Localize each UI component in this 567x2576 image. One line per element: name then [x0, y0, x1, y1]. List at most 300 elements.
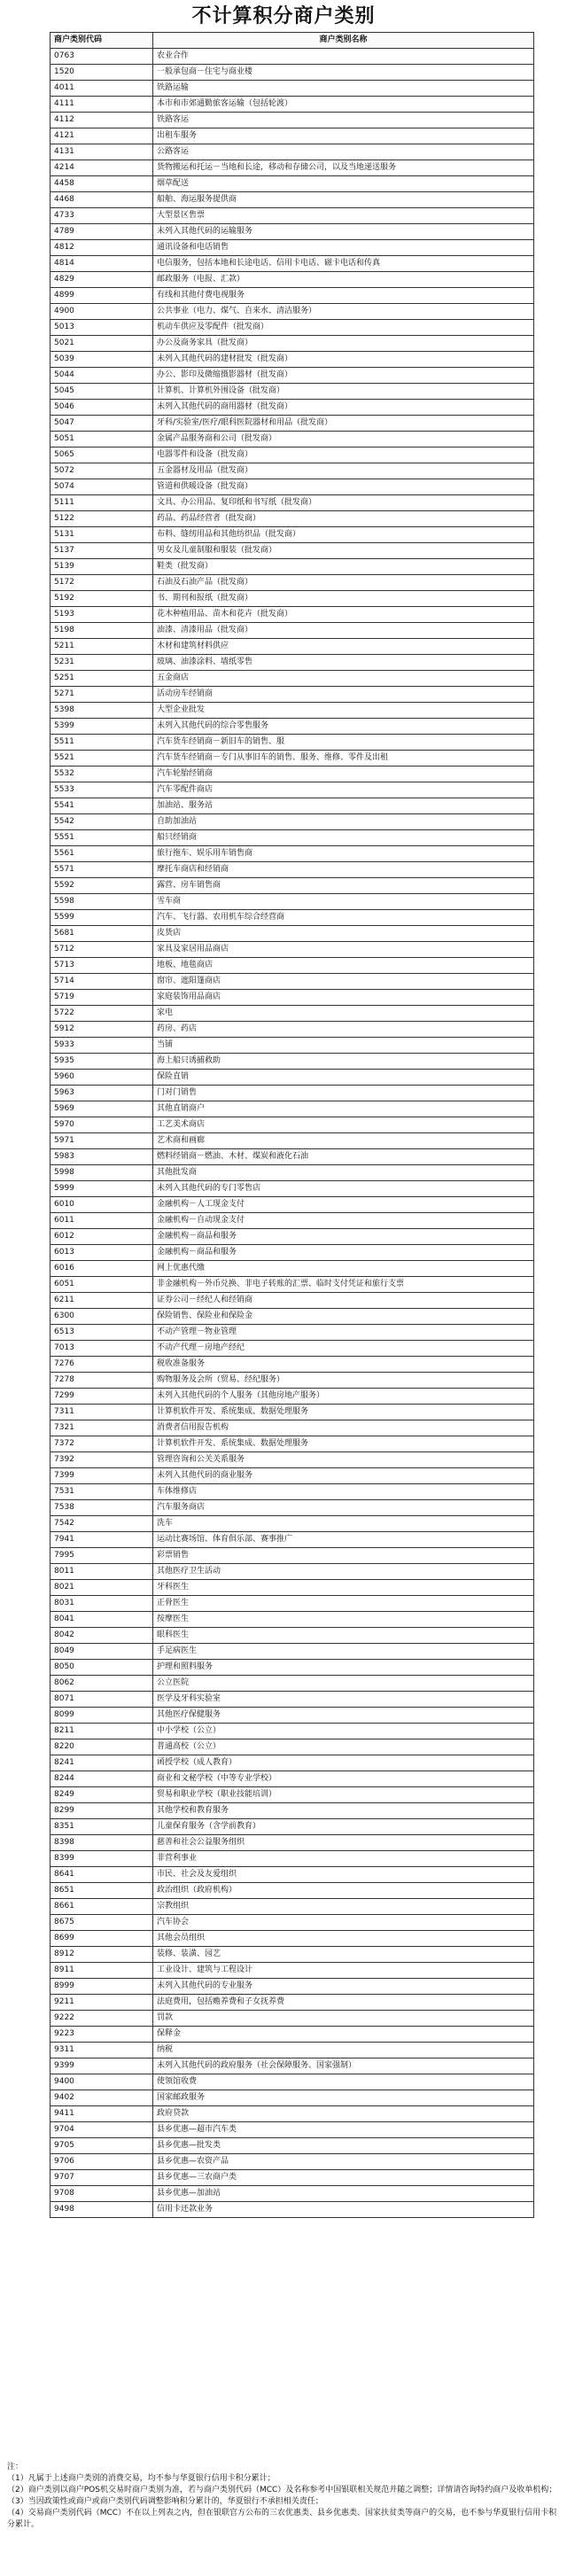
- merchant-code-cell: 7995: [50, 1548, 153, 1564]
- table-row: [50, 559, 534, 575]
- merchant-name-cell: 装修、装潢、园艺: [153, 1947, 534, 1963]
- merchant-code-cell: 7276: [50, 1357, 153, 1373]
- table-row: [50, 1899, 534, 1915]
- merchant-code-cell: 5172: [50, 575, 153, 591]
- table-row: [50, 527, 534, 543]
- merchant-code-cell: 5912: [50, 1022, 153, 1038]
- merchant-code-cell: 4733: [50, 208, 153, 224]
- merchant-name-cell: 海上船只诱捕救助: [153, 1054, 534, 1070]
- table-row: [50, 1835, 534, 1851]
- merchant-code-cell: 8244: [50, 1771, 153, 1787]
- table-row: [50, 543, 534, 559]
- merchant-name-cell: 办公及商务家具（批发商）: [153, 336, 534, 352]
- merchant-name-cell: 汽车零配件商店: [153, 782, 534, 798]
- table-row: [50, 703, 534, 719]
- note-line: （4）交易商户类别代码（MCC）不在以上列表之内，但在银联官方公布的三农优惠类、县乡优惠类、国家扶贫类等商户的交易，也不参与华夏银行信用卡积分累计。: [7, 2509, 557, 2529]
- table-row: [50, 1006, 534, 1022]
- table-row: [50, 1787, 534, 1803]
- merchant-name-cell: 罚款: [153, 2011, 534, 2027]
- merchant-name-cell: 信用卡还款业务: [153, 2202, 534, 2218]
- merchant-name-cell: 不动产代理－房地产经纪: [153, 1341, 534, 1357]
- merchant-name-cell: 鞋类（批发商）: [153, 559, 534, 575]
- merchant-name-cell: 县乡优惠—三农商户类: [153, 2170, 534, 2186]
- merchant-code-cell: 5231: [50, 655, 153, 671]
- merchant-name-cell: 汽车服务商店: [153, 1500, 534, 1516]
- table-row: [50, 1676, 534, 1692]
- merchant-name-cell: 法庭费用，包括赡养费和子女抚养费: [153, 1995, 534, 2011]
- table-row: [50, 1771, 534, 1787]
- table-row: [50, 2027, 534, 2043]
- merchant-code-cell: 5045: [50, 384, 153, 400]
- table-row: [50, 224, 534, 240]
- table-row: [50, 1851, 534, 1867]
- table-row: [50, 1086, 534, 1101]
- table-row: [50, 1197, 534, 1213]
- merchant-code-cell: 5599: [50, 910, 153, 926]
- merchant-name-cell: 购物服务及会所（贸易、经纪服务）: [153, 1373, 534, 1389]
- merchant-code-cell: 8398: [50, 1835, 153, 1851]
- merchant-code-cell: 9705: [50, 2138, 153, 2154]
- merchant-code-cell: 8011: [50, 1564, 153, 1580]
- merchant-code-cell: 5963: [50, 1086, 153, 1101]
- merchant-name-cell: 网上优惠代缴: [153, 1261, 534, 1277]
- table-row: [50, 1612, 534, 1628]
- table-row: [50, 1373, 534, 1389]
- table-row: [50, 1420, 534, 1436]
- merchant-name-cell: 邮政服务（电报、汇款）: [153, 272, 534, 288]
- merchant-code-cell: 4789: [50, 224, 153, 240]
- merchant-name-cell: 地板、地毯商店: [153, 958, 534, 974]
- table-row: [50, 1245, 534, 1261]
- merchant-name-cell: 窗帘、遮阳篷商店: [153, 974, 534, 990]
- merchant-code-cell: 8651: [50, 1883, 153, 1899]
- merchant-name-cell: 五金商店: [153, 671, 534, 687]
- table-row: [50, 1596, 534, 1612]
- table-row: [50, 974, 534, 990]
- merchant-name-cell: 有线和其他付费电视服务: [153, 288, 534, 304]
- merchant-code-cell: 8050: [50, 1660, 153, 1676]
- table-row: [50, 65, 534, 81]
- merchant-name-cell: 当铺: [153, 1038, 534, 1054]
- page-title: 不计算积分商户类别: [191, 5, 376, 27]
- merchant-code-cell: 5021: [50, 336, 153, 352]
- merchant-code-cell: 5072: [50, 463, 153, 479]
- merchant-code-cell: 5542: [50, 814, 153, 830]
- merchant-name-cell: 牙科/实验室/医疗/眼科医院器材和用品（批发商）: [153, 416, 534, 432]
- table-row: [50, 192, 534, 208]
- merchant-code-cell: 8049: [50, 1644, 153, 1660]
- merchant-name-cell: 大型景区售票: [153, 208, 534, 224]
- merchant-name-cell: 加油站、服务站: [153, 798, 534, 814]
- merchant-code-cell: 5532: [50, 767, 153, 782]
- merchant-name-cell: 儿童保育服务（含学前教育）: [153, 1819, 534, 1835]
- merchant-name-cell: 宗教组织: [153, 1899, 534, 1915]
- table-row: [50, 495, 534, 511]
- merchant-code-cell: 4458: [50, 176, 153, 192]
- merchant-name-cell: 医学及牙科实验室: [153, 1692, 534, 1708]
- merchant-name-cell: 慈善和社会公益服务组织: [153, 1835, 534, 1851]
- merchant-name-cell: 金属产品服务商和公司（批发商）: [153, 432, 534, 447]
- merchant-code-cell: 9402: [50, 2090, 153, 2106]
- merchant-code-cell: 5983: [50, 1149, 153, 1165]
- merchant-name-cell: 机动车供应及零配件（批发商）: [153, 320, 534, 336]
- table-row: [50, 719, 534, 735]
- table-row: [50, 990, 534, 1006]
- table-row: [50, 2138, 534, 2154]
- table-row: [50, 352, 534, 368]
- table-row: [50, 591, 534, 607]
- merchant-code-cell: 9223: [50, 2027, 153, 2043]
- merchant-name-cell: 普通高校（公立）: [153, 1739, 534, 1755]
- merchant-code-cell: 8042: [50, 1628, 153, 1644]
- table-row: [50, 862, 534, 878]
- table-row: [50, 1564, 534, 1580]
- merchant-name-cell: 通讯设备和电话销售: [153, 240, 534, 256]
- merchant-code-cell: 5971: [50, 1133, 153, 1149]
- merchant-code-cell: 5039: [50, 352, 153, 368]
- merchant-code-cell: 5192: [50, 591, 153, 607]
- merchant-name-cell: 正骨医生: [153, 1596, 534, 1612]
- merchant-name-cell: 燃料经销商－燃油、木材、煤炭和液化石油: [153, 1149, 534, 1165]
- table-row: [50, 639, 534, 655]
- merchant-name-cell: 药品、药品经营者（批发商）: [153, 511, 534, 527]
- mcc-table: [50, 32, 534, 2218]
- merchant-name-cell: 未列入其他代码的商用器材（批发商）: [153, 400, 534, 416]
- merchant-code-cell: 9707: [50, 2170, 153, 2186]
- merchant-name-cell: 消费者信用报告机构: [153, 1420, 534, 1436]
- table-row: [50, 782, 534, 798]
- merchant-name-cell: 汽车协会: [153, 1915, 534, 1931]
- merchant-code-cell: 4812: [50, 240, 153, 256]
- merchant-code-cell: 9400: [50, 2074, 153, 2090]
- merchant-name-cell: 国家邮政服务: [153, 2090, 534, 2106]
- merchant-code-cell: 5198: [50, 623, 153, 639]
- merchant-code-cell: 5551: [50, 830, 153, 846]
- merchant-code-cell: 8912: [50, 1947, 153, 1963]
- merchant-code-cell: 5398: [50, 703, 153, 719]
- table-row: [50, 830, 534, 846]
- merchant-code-cell: 9708: [50, 2186, 153, 2202]
- merchant-name-cell: 证券公司－经纪人和经销商: [153, 1293, 534, 1309]
- table-row: [50, 1149, 534, 1165]
- merchant-name-cell: 花木种植用品、苗木和花卉（批发商）: [153, 607, 534, 623]
- merchant-code-cell: 4900: [50, 304, 153, 320]
- note-line: （2）商户类别以商户POS机交易时商户类别为准，若与商户类别代码（MCC）及名称参考中国银联相关规范并随之调整；详情请咨询特约商户及收单机构；: [7, 2486, 557, 2494]
- merchant-code-cell: 7542: [50, 1516, 153, 1532]
- merchant-code-cell: 7299: [50, 1389, 153, 1405]
- merchant-name-cell: 未列入其他代码的商业服务: [153, 1468, 534, 1484]
- merchant-code-cell: 8351: [50, 1819, 153, 1835]
- merchant-code-cell: 9706: [50, 2154, 153, 2170]
- merchant-name-cell: 未列入其他代码的政府服务（社会保障服务、国家强制）: [153, 2058, 534, 2074]
- merchant-code-cell: 8299: [50, 1803, 153, 1819]
- merchant-code-cell: 5193: [50, 607, 153, 623]
- merchant-name-cell: 贸易和职业学校（职业技能培训）: [153, 1787, 534, 1803]
- table-row: [50, 1692, 534, 1708]
- merchant-code-cell: 5722: [50, 1006, 153, 1022]
- merchant-code-cell: 5047: [50, 416, 153, 432]
- merchant-name-cell: 文具、办公用品、复印纸和书写纸（批发商）: [153, 495, 534, 511]
- merchant-code-cell: 9399: [50, 2058, 153, 2074]
- merchant-name-cell: 摩托车商店和经销商: [153, 862, 534, 878]
- merchant-code-cell: 5044: [50, 368, 153, 384]
- merchant-name-cell: 未列入其他代码的个人服务（其他房地产服务）: [153, 1389, 534, 1405]
- merchant-name-cell: 函授学校（成人教育）: [153, 1755, 534, 1771]
- merchant-name-cell: 办公、影印及微缩摄影器材（批发商）: [153, 368, 534, 384]
- merchant-name-cell: 工艺美术商店: [153, 1117, 534, 1133]
- merchant-name-cell: 管道和供暖设备（批发商）: [153, 479, 534, 495]
- merchant-code-cell: 7311: [50, 1405, 153, 1420]
- merchant-name-cell: 护理和照料服务: [153, 1660, 534, 1676]
- merchant-name-cell: 计算机软件开发、系统集成、数据处理服务: [153, 1436, 534, 1452]
- merchant-name-cell: 按摩医生: [153, 1612, 534, 1628]
- merchant-name-cell: 彩票销售: [153, 1548, 534, 1564]
- merchant-name-cell: 五金器材及用品（批发商）: [153, 463, 534, 479]
- merchant-name-cell: 药房、药店: [153, 1022, 534, 1038]
- merchant-name-cell: 车体维修店: [153, 1484, 534, 1500]
- table-row: [50, 878, 534, 894]
- table-row: [50, 1341, 534, 1357]
- table-row: [50, 176, 534, 192]
- table-row: [50, 575, 534, 591]
- merchant-code-cell: 7399: [50, 1468, 153, 1484]
- merchant-code-cell: 8062: [50, 1676, 153, 1692]
- merchant-code-cell: 8099: [50, 1708, 153, 1724]
- merchant-code-cell: 8041: [50, 1612, 153, 1628]
- table-row: [50, 1915, 534, 1931]
- table-row: [50, 2090, 534, 2106]
- table-row: [50, 400, 534, 416]
- merchant-code-cell: 5122: [50, 511, 153, 527]
- merchant-code-cell: 5998: [50, 1165, 153, 1181]
- table-row: [50, 735, 534, 751]
- table-row: [50, 1947, 534, 1963]
- table-row: [50, 814, 534, 830]
- table-row: [50, 798, 534, 814]
- table-row: [50, 2170, 534, 2186]
- merchant-name-cell: 未列入其他代码的建材批发（批发商）: [153, 352, 534, 368]
- merchant-code-cell: 5970: [50, 1117, 153, 1133]
- merchant-code-cell: 5999: [50, 1181, 153, 1197]
- table-row: [50, 894, 534, 910]
- merchant-code-cell: 5046: [50, 400, 153, 416]
- merchant-code-cell: 5935: [50, 1054, 153, 1070]
- merchant-name-cell: 其他学校和教育服务: [153, 1803, 534, 1819]
- merchant-name-cell: 计算机、计算机外围设备（批发商）: [153, 384, 534, 400]
- merchant-name-cell: 公共事业（电力、煤气、自来水、清洁服务）: [153, 304, 534, 320]
- merchant-code-cell: 5969: [50, 1101, 153, 1117]
- table-row: [50, 2186, 534, 2202]
- column-header-code: 商户类别代码: [50, 33, 153, 49]
- merchant-name-cell: 手足病医生: [153, 1644, 534, 1660]
- table-row: [50, 416, 534, 432]
- table-row: [50, 1229, 534, 1245]
- table-row: [50, 1548, 534, 1564]
- table-row: [50, 1070, 534, 1086]
- merchant-name-cell: 牙科医生: [153, 1580, 534, 1596]
- table-row: [50, 1389, 534, 1405]
- merchant-name-cell: 其他直销商户: [153, 1101, 534, 1117]
- merchant-name-cell: 工业设计、建筑与工程设计: [153, 1963, 534, 1979]
- table-row: [50, 1133, 534, 1149]
- merchant-name-cell: 市民、社会及友爱组织: [153, 1867, 534, 1883]
- merchant-code-cell: 7013: [50, 1341, 153, 1357]
- merchant-code-cell: 5933: [50, 1038, 153, 1054]
- merchant-name-cell: 汽车货车经销商－新旧车的销售、服: [153, 735, 534, 751]
- merchant-name-cell: 使领馆收费: [153, 2074, 534, 2090]
- merchant-code-cell: 5561: [50, 846, 153, 862]
- merchant-name-cell: 雪车商: [153, 894, 534, 910]
- merchant-name-cell: 中小学校（公立）: [153, 1724, 534, 1739]
- merchant-code-cell: 8071: [50, 1692, 153, 1708]
- merchant-name-cell: 管理咨询和公关关系服务: [153, 1452, 534, 1468]
- table-row: [50, 1117, 534, 1133]
- merchant-name-cell: 船只经销商: [153, 830, 534, 846]
- merchant-code-cell: 5681: [50, 926, 153, 942]
- table-row: [50, 687, 534, 703]
- merchant-code-cell: 8999: [50, 1979, 153, 1995]
- table-row: [50, 384, 534, 400]
- merchant-name-cell: 家具及家居用品商店: [153, 942, 534, 958]
- merchant-code-cell: 9411: [50, 2106, 153, 2122]
- table-row: [50, 1532, 534, 1548]
- merchant-code-cell: 8220: [50, 1739, 153, 1755]
- table-row: [50, 1213, 534, 1229]
- table-row: [50, 320, 534, 336]
- merchant-name-cell: 木材和建筑材料供应: [153, 639, 534, 655]
- merchant-name-cell: 县乡优惠—超市汽车类: [153, 2122, 534, 2138]
- merchant-code-cell: 9704: [50, 2122, 153, 2138]
- table-row: [50, 1516, 534, 1532]
- merchant-name-cell: 门对门销售: [153, 1086, 534, 1101]
- merchant-name-cell: 自助加油站: [153, 814, 534, 830]
- merchant-code-cell: 5713: [50, 958, 153, 974]
- merchant-name-cell: 县乡优惠—农资产品: [153, 2154, 534, 2170]
- table-row: [50, 767, 534, 782]
- table-row: [50, 1484, 534, 1500]
- merchant-name-cell: 其他医疗卫生活动: [153, 1564, 534, 1580]
- table-row: [50, 942, 534, 958]
- note-line: （3）当因政策性或商户或商户类别代码调整影响积分累计的，华夏银行不承担相关责任；: [7, 2497, 323, 2506]
- table-row: [50, 2043, 534, 2058]
- merchant-name-cell: 非金融机构－外币兑换、非电子转账的汇票、临时支付凭证和旅行支票: [153, 1277, 534, 1293]
- merchant-code-cell: 5541: [50, 798, 153, 814]
- merchant-name-cell: 商业和文秘学校（中等专业学校）: [153, 1771, 534, 1787]
- table-row: [50, 1803, 534, 1819]
- merchant-name-cell: 皮货店: [153, 926, 534, 942]
- merchant-name-cell: 运动比赛场馆、体育俱乐部、赛事推广: [153, 1532, 534, 1548]
- merchant-code-cell: 8699: [50, 1931, 153, 1947]
- merchant-code-cell: 5719: [50, 990, 153, 1006]
- merchant-name-cell: 一般承包商－住宅与商业楼: [153, 65, 534, 81]
- merchant-code-cell: 5714: [50, 974, 153, 990]
- merchant-name-cell: 纳税: [153, 2043, 534, 2058]
- merchant-code-cell: 5051: [50, 432, 153, 447]
- table-row: [50, 1867, 534, 1883]
- table-row: [50, 1436, 534, 1452]
- table-row: [50, 1819, 534, 1835]
- merchant-name-cell: 电器零件和设备（批发商）: [153, 447, 534, 463]
- merchant-code-cell: 6051: [50, 1277, 153, 1293]
- merchant-code-cell: 4829: [50, 272, 153, 288]
- merchant-code-cell: 5571: [50, 862, 153, 878]
- merchant-code-cell: 4112: [50, 113, 153, 128]
- table-row: [50, 2122, 534, 2138]
- merchant-name-cell: 政治组织（政府机构）: [153, 1883, 534, 1899]
- merchant-code-cell: 9311: [50, 2043, 153, 2058]
- merchant-name-cell: 县乡优惠—加油站: [153, 2186, 534, 2202]
- merchant-name-cell: 不动产管理－物业管理: [153, 1325, 534, 1341]
- table-row: [50, 1739, 534, 1755]
- merchant-name-cell: 保释金: [153, 2027, 534, 2043]
- merchant-name-cell: 电信服务，包括本地和长途电话、信用卡电话、磁卡电话和传真: [153, 256, 534, 272]
- merchant-name-cell: 公路客运: [153, 144, 534, 160]
- merchant-code-cell: 5251: [50, 671, 153, 687]
- merchant-name-cell: 金融机构－商品和服务: [153, 1229, 534, 1245]
- merchant-name-cell: 家庭装饰用品商店: [153, 990, 534, 1006]
- merchant-name-cell: 计算机软件开发、系统集成、数据处理服务: [153, 1405, 534, 1420]
- merchant-code-cell: 5960: [50, 1070, 153, 1086]
- table-row: [50, 240, 534, 256]
- merchant-code-cell: 7372: [50, 1436, 153, 1452]
- merchant-name-cell: 其他批发商: [153, 1165, 534, 1181]
- merchant-code-cell: 4814: [50, 256, 153, 272]
- table-row: [50, 208, 534, 224]
- merchant-code-cell: 8021: [50, 1580, 153, 1596]
- table-row: [50, 128, 534, 144]
- merchant-name-cell: 未列入其他代码的综合零售服务: [153, 719, 534, 735]
- table-row: [50, 655, 534, 671]
- merchant-name-cell: 本市和市郊通勤旅客运输（包括轮渡）: [153, 97, 534, 113]
- merchant-code-cell: 5131: [50, 527, 153, 543]
- table-row: [50, 2154, 534, 2170]
- table-row: [50, 1963, 534, 1979]
- table-row: [50, 144, 534, 160]
- table-row: [50, 1500, 534, 1516]
- table-row: [50, 2106, 534, 2122]
- merchant-name-cell: 大型企业批发: [153, 703, 534, 719]
- merchant-name-cell: 活动房车经销商: [153, 687, 534, 703]
- merchant-code-cell: 9498: [50, 2202, 153, 2218]
- merchant-name-cell: 未列入其他代码的运输服务: [153, 224, 534, 240]
- table-row: [50, 113, 534, 128]
- merchant-code-cell: 6013: [50, 1245, 153, 1261]
- merchant-code-cell: 8675: [50, 1915, 153, 1931]
- merchant-name-cell: 汽车、飞行器、农用机车综合经营商: [153, 910, 534, 926]
- merchant-code-cell: 8911: [50, 1963, 153, 1979]
- table-row: [50, 160, 534, 176]
- merchant-code-cell: 8211: [50, 1724, 153, 1739]
- merchant-name-cell: 家电: [153, 1006, 534, 1022]
- table-row: [50, 846, 534, 862]
- merchant-code-cell: 8241: [50, 1755, 153, 1771]
- table-row: [50, 623, 534, 639]
- merchant-name-cell: 货物搬运和托运－当地和长途，移动和存储公司，以及当地递送服务: [153, 160, 534, 176]
- merchant-name-cell: 金融机构－商品和服务: [153, 1245, 534, 1261]
- notes-heading: 注：: [7, 2463, 24, 2471]
- table-row: [50, 958, 534, 974]
- table-row: [50, 910, 534, 926]
- table-header-row: [50, 33, 534, 49]
- merchant-name-cell: 油漆、清漆用品（批发商）: [153, 623, 534, 639]
- table-row: [50, 1277, 534, 1293]
- merchant-code-cell: 5074: [50, 479, 153, 495]
- merchant-code-cell: 7278: [50, 1373, 153, 1389]
- merchant-name-cell: 金融机构－自动现金支付: [153, 1213, 534, 1229]
- table-row: [50, 2202, 534, 2218]
- table-row: [50, 926, 534, 942]
- table-row: [50, 1708, 534, 1724]
